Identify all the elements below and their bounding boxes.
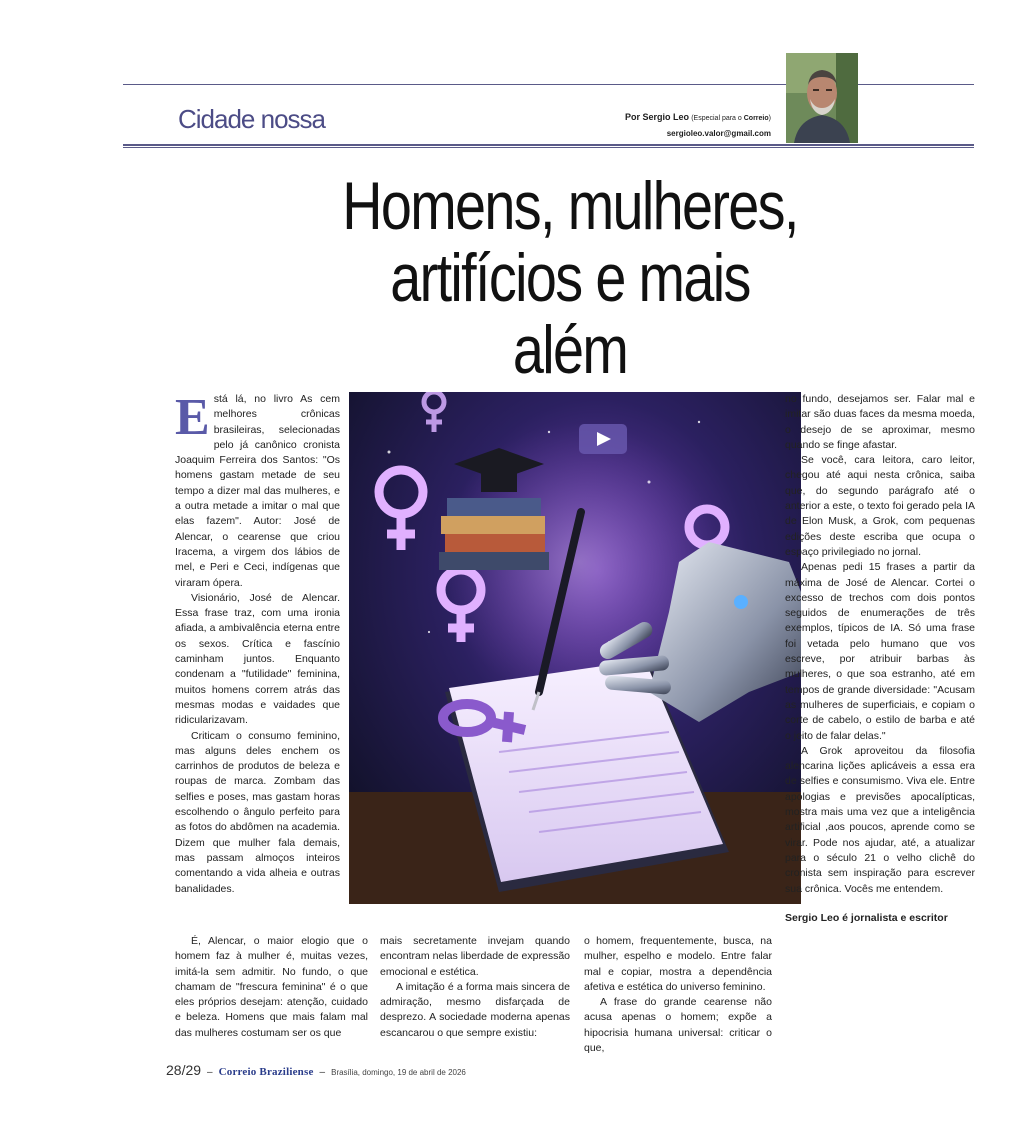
headline-line-1: Homens, mulheres, bbox=[342, 168, 798, 244]
article-column-1 bbox=[175, 389, 340, 897]
author-photo bbox=[786, 53, 858, 143]
byline-email: sergioleo.valor@gmail.com bbox=[666, 129, 771, 138]
dateline: Brasília, domingo, 19 de abril de 2026 bbox=[331, 1068, 466, 1077]
article-column-3 bbox=[380, 934, 570, 1041]
article-paragraph: mais secretamente invejam quando encontram nelas liberdade de expressão emocional e estética. bbox=[380, 935, 570, 978]
article-paragraph: no fundo, desejamos ser. Falar mal e imitar são duas faces da mesma moeda, o desejo de se aproximar, mesmo quando se finge afastar. bbox=[785, 393, 975, 451]
article-paragraph: A Grok aproveitou da filosofia alencarina lições aplicáveis a essa era de selfies e consumismo. Viva ele. Entre apologias e previsões apocalípticas, mostra mais uma vez que a inteligência artificial ,aos poucos, aprende como se virar. Pode nos ajudar, até, a atualizar para o século 21 o velho clichê do cronista sem inspiração para escrever sua crônica. Vocês me entendem. bbox=[785, 744, 975, 895]
article-illustration bbox=[349, 392, 801, 904]
author-signoff: Sergio Leo é jornalista e escritor bbox=[785, 911, 948, 924]
article-paragraph: A imitação é a forma mais sincera de admiração, mesmo disfarçada de desprezo. A sociedade moderna apenas escancarou o que sempre existiu: bbox=[380, 980, 570, 1039]
article-paragraph: o homem, frequentemente, busca, na mulher, espelho e modelo. Entre falar mal e copiar, mostra a dependência afetiva e estética do universo feminino. bbox=[584, 935, 772, 993]
article-paragraph: Criticam o consumo feminino, mas alguns deles enchem os carrinhos de produtos de beleza e roupas de marca. Zombam das selfies e poses, mas gastam horas escolhendo o ângulo perfeito para as fotos do abdômen na academia. Dizem que mulher fala demais, mas passam almoços inteiros comentando a vida alheia e outras banalidades. bbox=[175, 729, 340, 895]
article-paragraph: É, Alencar, o maior elogio que o homem faz à mulher é, muitas vezes, imitá-la sem admitir. No fundo, o que chamam de "frescura feminina" é o que eles próprios desejam: atenção, cuidado e beleza. Homens que mais falam mal das mulheres costumam ser os que bbox=[175, 935, 368, 1039]
section-title: Cidade nossa bbox=[178, 104, 325, 134]
article-column-4 bbox=[584, 934, 772, 1056]
footer-separator: – bbox=[319, 1067, 326, 1078]
article-paragraph: Se você, cara leitora, caro leitor, chegou até aqui nesta crônica, saiba que, do segundo parágrafo até o anterior a este, o texto foi gerado pela IA de Elon Musk, a Grok, com pequenas edições deste escriba que ocupa o espaço privilegiado no jornal. bbox=[785, 454, 975, 558]
article-paragraph: A frase do grande cearense não acusa apenas o homem; expõe a hipocrisia humana universal: criticar o que, bbox=[584, 996, 772, 1055]
byline bbox=[625, 110, 771, 141]
byline-name: Por Sergio Leo bbox=[624, 112, 689, 122]
footer-separator: – bbox=[207, 1067, 213, 1078]
page-footer bbox=[166, 1062, 466, 1078]
headline-line-2: artifícios e mais além bbox=[390, 240, 750, 388]
page-numbers: 28/29 bbox=[166, 1062, 202, 1078]
article-paragraph: stá lá, no livro As cem melhores crônicas brasileiras, selecionadas pelo já canônico cronista Joaquim Ferreira dos Santos: "Os homens gastam metade de seu tempo a dizer mal das mulheres, e a outra metade a imitar o mal que elas fazem". Autor: José de Alencar, o cearense que criou Iracema, a virgem dos lábios de mel, e Peri e Ceci, indígenas que viraram ópera. bbox=[175, 393, 340, 589]
newspaper-masthead: Correio Braziliense bbox=[218, 1066, 314, 1078]
drop-cap: E bbox=[175, 389, 210, 446]
header-bottom-rule bbox=[123, 144, 974, 148]
byline-note: (Especial para o Correio) bbox=[691, 115, 771, 122]
article-paragraph: Visionário, José de Alencar. Essa frase traz, com uma ironia afiada, a ambivalência eterna entre os sexos. Crítica e fascínio caminham juntos. Enquanto condenam a "futilidade" feminina, muitos homens correm atrás das mesmas modas e vaidades que ridicularizavam. bbox=[175, 591, 340, 727]
article-column-5 bbox=[785, 392, 975, 926]
article-column-2 bbox=[175, 934, 368, 1041]
article-paragraph: Apenas pedi 15 frases a partir da máxima de José de Alencar. Cortei o excesso de trechos com dois pontos seguidos de enumerações de três exemplos, típicos de IA. Só uma frase foi vetada pelo humano que vos escreve, por atribuir barbas às mulheres, o que soa estranho, até em tempos de grande diversidade: "Acusam as mulheres de superficiais, e copiam o corte de cabelo, o estilo de barba e até o jeito de falar delas." bbox=[785, 561, 975, 742]
headline bbox=[340, 170, 799, 386]
